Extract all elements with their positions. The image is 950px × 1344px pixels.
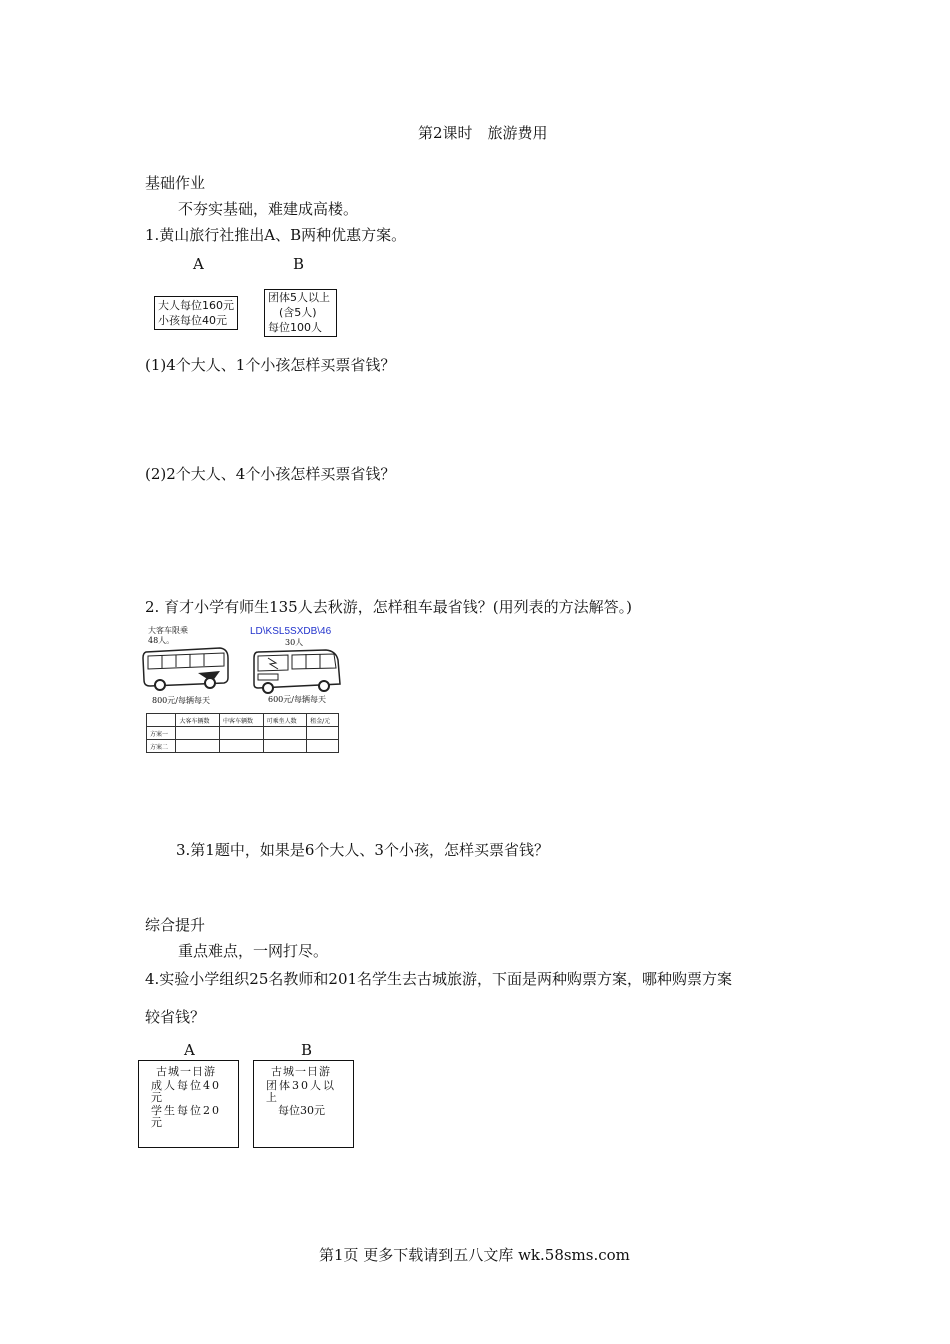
- q1-label-a: A: [193, 255, 204, 273]
- table-cell: [307, 727, 339, 740]
- section2-heading: 综合提升: [145, 916, 206, 934]
- bus-big-caption-1: 大客车限乘: [148, 626, 188, 635]
- section2-motto: 重点难点，一网打尽。: [178, 942, 329, 960]
- q1-box-a-line1: 大人每位160元: [158, 299, 234, 312]
- q4-box-b-line1: 团体30人以上: [266, 1079, 336, 1104]
- table-cell: [263, 740, 307, 753]
- q1-sub2: (2)2个大人、4个小孩怎样买票省钱？: [145, 465, 396, 483]
- mid-bus-icon: [248, 644, 344, 694]
- section1-motto: 不夯实基础，难建成高楼。: [178, 200, 359, 218]
- table-cell: [307, 740, 339, 753]
- q4-box-a-line1: 成人每位40元: [151, 1079, 221, 1104]
- q1-box-b-line2: (含5人): [279, 306, 317, 319]
- q4-label-b: B: [301, 1041, 313, 1059]
- table-cell: [220, 740, 264, 753]
- table-header-cell: 中客车辆数: [220, 714, 264, 727]
- page-footer: 第1页 更多下载请到五八文库 wk.58sms.com: [319, 1246, 630, 1264]
- q4-box-b-title: 古城一日游: [271, 1065, 331, 1078]
- table-cell: 方案一: [147, 727, 176, 740]
- q1-box-b: [264, 289, 337, 337]
- table-header-cell: 可乘坐人数: [263, 714, 307, 727]
- q1-box-b-line3: 每位100人: [268, 321, 322, 334]
- q1-box-b-line1: 团体5人以上: [268, 291, 330, 304]
- q1-sub1: (1)4个大人、1个小孩怎样买票省钱？: [145, 356, 396, 374]
- table-cell: [263, 727, 307, 740]
- question-1: 1.黄山旅行社推出A、B两种优惠方案。: [145, 226, 407, 244]
- table-cell: [176, 740, 220, 753]
- bus-big-price: 800元/每辆每天: [152, 696, 210, 705]
- table-header-cell: 大客车辆数: [176, 714, 220, 727]
- table-header-row: [147, 714, 339, 727]
- q4-box-b-line2: 每位30元: [278, 1104, 325, 1117]
- bus-mid-overlay: LD\KSL5SXDB\46: [250, 626, 332, 637]
- bus-mid-caption: 30人: [285, 638, 304, 647]
- table-cell: [220, 727, 264, 740]
- question-2: 2. 育才小学有师生135人去秋游，怎样租车最省钱？(用列表的方法解答。): [145, 598, 632, 616]
- table-cell: 方案二: [147, 740, 176, 753]
- bus-big-caption: [148, 626, 188, 646]
- section1-heading: 基础作业: [145, 174, 206, 192]
- page-title: 第2课时 旅游费用: [418, 124, 548, 142]
- q4-box-a: [138, 1060, 239, 1148]
- table-row: [147, 727, 339, 740]
- plan-table: [146, 713, 339, 753]
- table-header-cell: 租金/元: [307, 714, 339, 727]
- q4-box-a-line2: 学生每位20元: [151, 1104, 221, 1129]
- bus-mid-price: 600元/每辆每天: [268, 695, 326, 704]
- question-3: 3.第1题中，如果是6个大人、3个小孩，怎样买票省钱？: [176, 841, 549, 859]
- q4-box-a-title: 古城一日游: [156, 1065, 216, 1078]
- q1-box-a-line2: 小孩每位40元: [158, 314, 227, 327]
- table-cell: [176, 727, 220, 740]
- q4-box-b: [253, 1060, 354, 1148]
- q1-box-a: [154, 296, 238, 330]
- table-header-cell: [147, 714, 176, 727]
- big-bus-icon: [140, 646, 232, 692]
- bus-big-caption-2: 48人。: [148, 636, 175, 645]
- q4-label-a: A: [184, 1041, 195, 1059]
- question-4-line1: 4.实验小学组织25名教师和201名学生去古城旅游，下面是两种购票方案，哪种购票方案: [145, 970, 733, 988]
- question-4-line2: 较省钱？: [145, 1008, 206, 1026]
- q1-label-b: B: [293, 255, 305, 273]
- table-row: [147, 740, 339, 753]
